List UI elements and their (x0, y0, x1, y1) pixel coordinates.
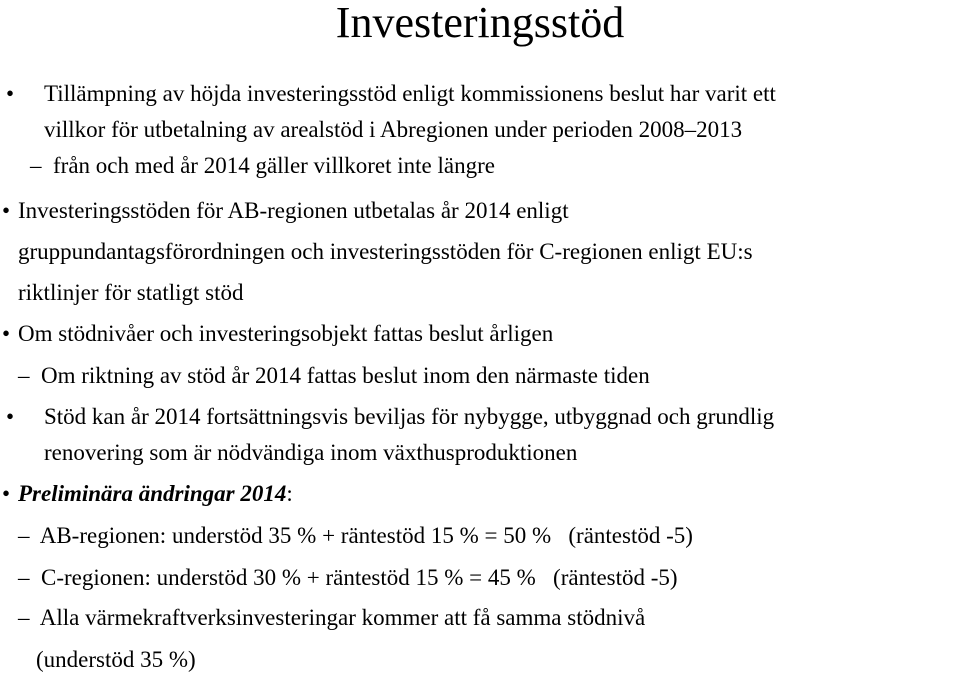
bullet-icon: • (6, 404, 15, 429)
preliminary-heading: Preliminära ändringar 2014 (18, 481, 287, 506)
dash-icon: – (18, 523, 30, 548)
item-5-sub-2 (18, 564, 678, 592)
item-5-sub-1-text: AB-regionen: understöd 35 % + räntestöd 15 % = 50 % (räntestöd -5) (39, 523, 693, 548)
dash-icon: – (18, 605, 30, 630)
dash-icon: – (30, 153, 42, 178)
item-2-line-2: gruppundantagsförordningen och investeringsstöden för C-regionen enligt EU:s (18, 239, 753, 264)
item-3-sub-text: Om riktning av stöd år 2014 fattas beslut inom den närmaste tiden (41, 363, 650, 388)
item-5-sub-1 (18, 522, 693, 550)
item-3-sub (18, 362, 650, 390)
item-1-line-1: Tillämpning av höjda investeringsstöd enligt kommissionens beslut har varit ett (44, 81, 776, 106)
item-5-sub-3 (18, 604, 645, 632)
dash-icon: – (18, 565, 30, 590)
slide-title: Investeringsstöd (335, 0, 625, 47)
heading-colon: : (286, 481, 293, 506)
item-2-line-3: riktlinjer för statligt stöd (18, 280, 244, 305)
item-3-line-1: Om stödnivåer och investeringsobjekt fattas beslut årligen (18, 321, 554, 346)
bullet-icon: • (2, 321, 11, 346)
item-4-line-1: Stöd kan år 2014 fortsättningsvis beviljas för nybygge, utbyggnad och grundlig (44, 404, 775, 429)
item-1-sub-text: från och med år 2014 gäller villkoret inte längre (53, 153, 495, 178)
item-4-line-2: renovering som är nödvändiga inom växthusproduktionen (44, 440, 578, 465)
item-5-heading-line (18, 480, 293, 508)
dash-icon: – (18, 363, 30, 388)
item-1-line-2: villkor för utbetalning av arealstöd i Abregionen under perioden 2008–2013 (44, 117, 743, 142)
bullet-icon: • (2, 481, 11, 506)
bullet-icon: • (2, 198, 11, 223)
item-5-sub-2-text: C-regionen: understöd 30 % + räntestöd 15 % = 45 % (räntestöd -5) (41, 565, 678, 590)
bullet-icon: • (6, 81, 15, 106)
item-5-tail: (understöd 35 %) (36, 647, 196, 672)
item-5-sub-3-text: Alla värmekraftverksinvesteringar kommer att få samma stödnivå (39, 605, 646, 630)
item-2-line-1: Investeringsstöden för AB-regionen utbetalas år 2014 enligt (18, 198, 569, 223)
item-1-sub (30, 152, 495, 180)
